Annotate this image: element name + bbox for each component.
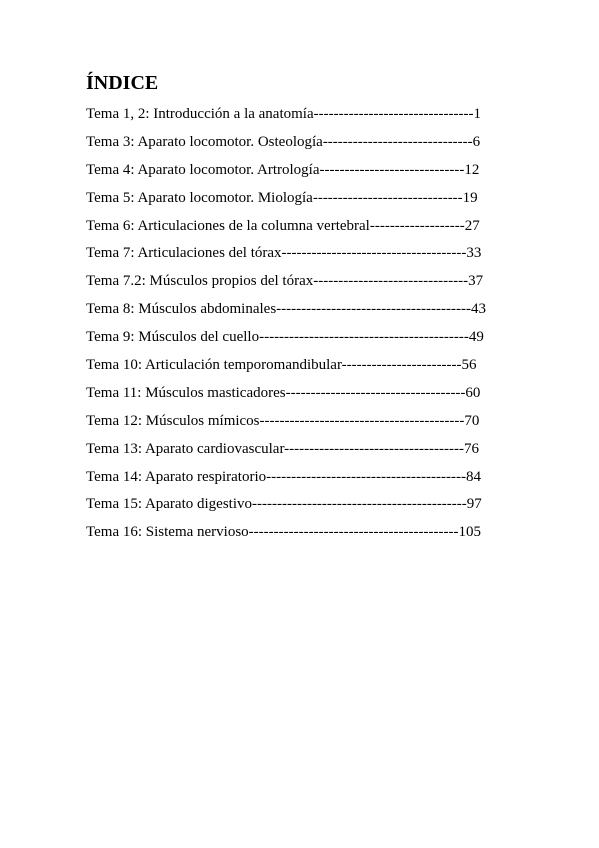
toc-entry-6: Tema 7: Articulaciones del tórax-------------------------------------33 <box>86 245 482 262</box>
toc-entry-5: Tema 6: Articulaciones de la columna vertebral-------------------27 <box>86 217 480 234</box>
toc-entry-4: Tema 5: Aparato locomotor. Miología------------------------------19 <box>86 189 478 206</box>
toc-entry-14: Tema 14: Aparato respiratorio----------------------------------------84 <box>86 468 481 485</box>
page-title: ÍNDICE <box>86 72 159 94</box>
toc-entry-2: Tema 3: Aparato locomotor. Osteología------------------------------6 <box>86 133 481 150</box>
toc-entry-11: Tema 11: Músculos masticadores------------------------------------60 <box>86 384 481 401</box>
toc-entry-7: Tema 7.2: Músculos propios del tórax-------------------------------37 <box>86 273 484 290</box>
toc-entry-3: Tema 4: Aparato locomotor. Artrología-----------------------------12 <box>86 161 480 178</box>
toc-entry-16: Tema 16: Sistema nervioso------------------------------------------105 <box>86 524 481 541</box>
toc-entry-15: Tema 15: Aparato digestivo-------------------------------------------97 <box>86 496 482 513</box>
toc-entry-10: Tema 10: Articulación temporomandibular------------------------56 <box>86 357 477 374</box>
toc-entry-1: Tema 1, 2: Introducción a la anatomía--------------------------------1 <box>86 106 481 122</box>
toc-entry-8: Tema 8: Músculos abdominales---------------------------------------43 <box>86 301 486 318</box>
toc-entry-9: Tema 9: Músculos del cuello------------------------------------------49 <box>86 329 484 346</box>
toc-entry-13: Tema 13: Aparato cardiovascular------------------------------------76 <box>86 440 479 457</box>
table-of-contents <box>86 103 516 549</box>
toc-entry-12: Tema 12: Músculos mímicos-----------------------------------------70 <box>86 412 480 429</box>
